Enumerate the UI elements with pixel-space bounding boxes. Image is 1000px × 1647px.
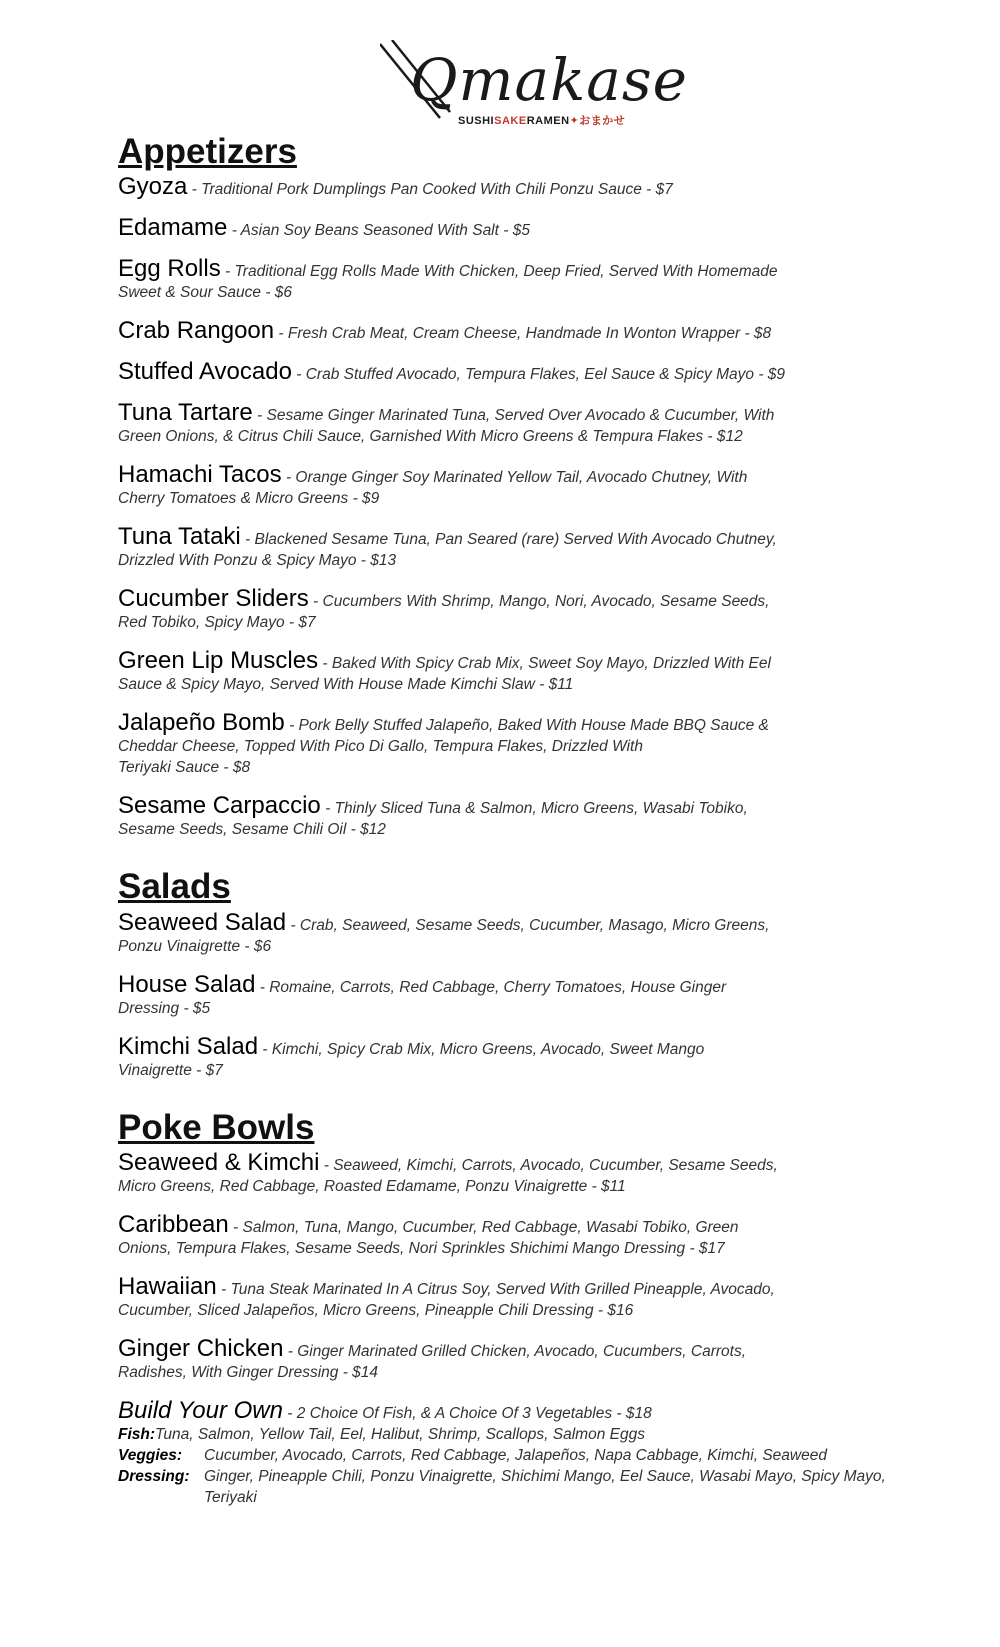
item-name: Sesame Carpaccio bbox=[118, 792, 321, 820]
item-desc: - Pork Belly Stuffed Jalapeño, Baked With House Made BBQ Sauce & bbox=[284, 717, 769, 735]
item-desc-cont: Cherry Tomatoes & Micro Greens - $9 bbox=[118, 490, 380, 508]
item-desc: - Fresh Crab Meat, Cream Cheese, Handmade In Wonton Wrapper - $8 bbox=[274, 325, 772, 343]
byo-fish-list: Tuna, Salmon, Yellow Tail, Eel, Halibut, Shrimp, Scallops, Salmon Eggs bbox=[155, 1425, 645, 1443]
menu-item bbox=[118, 317, 898, 345]
byo-dressing-row bbox=[118, 1466, 898, 1508]
menu-item bbox=[118, 173, 898, 201]
build-your-own-item bbox=[118, 1396, 898, 1508]
item-desc: - Cucumbers With Shrimp, Mango, Nori, Avocado, Sesame Seeds, bbox=[308, 593, 770, 611]
item-desc-cont: Cheddar Cheese, Topped With Pico Di Gallo, Tempura Flakes, Drizzled With bbox=[118, 738, 643, 756]
item-name: Seaweed & Kimchi bbox=[118, 1148, 320, 1176]
menu-item bbox=[118, 908, 898, 957]
item-desc: - Crab, Seaweed, Sesame Seeds, Cucumber, Masago, Micro Greens, bbox=[286, 916, 770, 934]
byo-veggies-list: Cucumber, Avocado, Carrots, Red Cabbage, Jalapeños, Napa Cabbage, Kimchi, Seaweed bbox=[204, 1446, 827, 1464]
item-desc: - Thinly Sliced Tuna & Salmon, Micro Greens, Wasabi Tobiko, bbox=[320, 800, 748, 818]
item-desc-cont: Sesame Seeds, Sesame Chili Oil - $12 bbox=[118, 821, 386, 839]
menu-item bbox=[118, 1148, 898, 1197]
item-desc: - Ginger Marinated Grilled Chicken, Avocado, Cucumbers, Carrots, bbox=[283, 1342, 747, 1360]
item-name: Egg Rolls bbox=[118, 255, 221, 283]
menu-item bbox=[118, 970, 898, 1019]
menu-item bbox=[118, 255, 898, 303]
item-name: Tuna Tataki bbox=[118, 523, 241, 551]
byo-dressing-list: Ginger, Pineapple Chili, Ponzu Vinaigrette, Shichimi Mango, Eel Sauce, Wasabi Mayo, Spicy Mayo, Teriyaki bbox=[204, 1467, 886, 1506]
menu-item bbox=[118, 461, 898, 509]
item-desc-cont: Sweet & Sour Sauce - $6 bbox=[118, 284, 293, 302]
item-name: Cucumber Sliders bbox=[118, 585, 309, 613]
byo-desc: - 2 Choice Of Fish, & A Choice Of 3 Vegetables - $18 bbox=[283, 1404, 652, 1422]
appetizers-list bbox=[118, 173, 898, 840]
menu-item bbox=[118, 1272, 898, 1321]
menu-item bbox=[118, 523, 898, 571]
item-desc-cont: Dressing - $5 bbox=[118, 999, 211, 1017]
item-desc-cont: Drizzled With Ponzu & Spicy Mayo - $13 bbox=[118, 552, 397, 570]
menu-item bbox=[118, 585, 898, 633]
byo-fish-label: Fish: bbox=[118, 1425, 156, 1443]
item-name: Green Lip Muscles bbox=[118, 647, 319, 675]
item-name: Crab Rangoon bbox=[118, 317, 275, 345]
byo-fish-row bbox=[118, 1424, 898, 1445]
item-desc: - Traditional Pork Dumplings Pan Cooked With Chili Ponzu Sauce - $7 bbox=[187, 181, 673, 199]
salads-list bbox=[118, 908, 898, 1081]
item-desc: - Kimchi, Spicy Crab Mix, Micro Greens, Avocado, Sweet Mango bbox=[258, 1040, 705, 1058]
item-desc-cont: Sauce & Spicy Mayo, Served With House Made Kimchi Slaw - $11 bbox=[118, 676, 574, 694]
item-desc-cont: Red Tobiko, Spicy Mayo - $7 bbox=[118, 614, 316, 632]
item-desc: - Crab Stuffed Avocado, Tempura Flakes, Eel Sauce & Spicy Mayo - $9 bbox=[291, 366, 786, 384]
item-desc: - Blackened Sesame Tuna, Pan Seared (rare) Served With Avocado Chutney, bbox=[240, 531, 777, 549]
menu-content bbox=[118, 132, 898, 1525]
item-desc-cont: Onions, Tempura Flakes, Sesame Seeds, Nori Sprinkles Shichimi Mango Dressing - $17 bbox=[118, 1239, 725, 1257]
item-desc-cont: Green Onions, & Citrus Chili Sauce, Garnished With Micro Greens & Tempura Flakes - $12 bbox=[118, 428, 743, 446]
menu-item bbox=[118, 1032, 898, 1081]
item-name: House Salad bbox=[118, 970, 256, 998]
menu-item bbox=[118, 647, 898, 695]
item-desc-cont: Cucumber, Sliced Jalapeños, Micro Greens, Pineapple Chili Dressing - $16 bbox=[118, 1301, 634, 1319]
menu-item bbox=[118, 358, 898, 386]
item-name: Seaweed Salad bbox=[118, 908, 287, 936]
logo-script: Qmakase bbox=[410, 46, 688, 114]
item-desc: - Traditional Egg Rolls Made With Chicken, Deep Fried, Served With Homemade bbox=[220, 263, 778, 281]
menu-item bbox=[118, 1334, 898, 1383]
section-title-appetizers: Appetizers bbox=[118, 132, 297, 171]
menu-item bbox=[118, 709, 898, 778]
item-desc: - Romaine, Carrots, Red Cabbage, Cherry Tomatoes, House Ginger bbox=[255, 978, 727, 996]
menu-item bbox=[118, 1210, 898, 1259]
byo-dressing-label: Dressing: bbox=[118, 1467, 190, 1485]
menu-item bbox=[118, 214, 898, 242]
item-desc: - Baked With Spicy Crab Mix, Sweet Soy Mayo, Drizzled With Eel bbox=[318, 655, 771, 673]
menu-item bbox=[118, 399, 898, 447]
item-name: Hawaiian bbox=[118, 1272, 217, 1300]
item-desc: - Tuna Steak Marinated In A Citrus Soy, Served With Grilled Pineapple, Avocado, bbox=[216, 1280, 775, 1298]
item-name: Edamame bbox=[118, 214, 228, 242]
item-desc: - Salmon, Tuna, Mango, Cucumber, Red Cabbage, Wasabi Tobiko, Green bbox=[228, 1218, 739, 1236]
section-title-poke-bowls: Poke Bowls bbox=[118, 1107, 315, 1147]
section-title-salads: Salads bbox=[118, 867, 231, 907]
byo-name: Build Your Own bbox=[118, 1396, 283, 1424]
item-name: Caribbean bbox=[118, 1210, 229, 1238]
item-name: Gyoza bbox=[118, 173, 188, 201]
item-desc-cont: Teriyaki Sauce - $8 bbox=[118, 759, 251, 777]
item-desc-cont: Radishes, With Ginger Dressing - $14 bbox=[118, 1363, 379, 1381]
item-name: Kimchi Salad bbox=[118, 1032, 259, 1060]
restaurant-logo bbox=[380, 40, 688, 145]
item-desc: - Sesame Ginger Marinated Tuna, Served Over Avocado & Cucumber, With bbox=[252, 407, 775, 425]
item-name: Jalapeño Bomb bbox=[118, 709, 285, 737]
item-desc: - Asian Soy Beans Seasoned With Salt - $5 bbox=[227, 222, 530, 240]
byo-veggies-row bbox=[118, 1445, 898, 1466]
item-name: Hamachi Tacos bbox=[118, 461, 282, 489]
item-desc-cont: Ponzu Vinaigrette - $6 bbox=[118, 937, 272, 955]
item-name: Stuffed Avocado bbox=[118, 358, 292, 386]
item-desc-cont: Vinaigrette - $7 bbox=[118, 1061, 223, 1079]
byo-veggies-label: Veggies: bbox=[118, 1446, 183, 1464]
item-desc-cont: Micro Greens, Red Cabbage, Roasted Edamame, Ponzu Vinaigrette - $11 bbox=[118, 1177, 626, 1195]
menu-item bbox=[118, 792, 898, 840]
item-name: Tuna Tartare bbox=[118, 399, 253, 427]
item-desc: - Orange Ginger Soy Marinated Yellow Tail, Avocado Chutney, With bbox=[281, 469, 748, 487]
item-name: Ginger Chicken bbox=[118, 1334, 284, 1362]
item-desc: - Seaweed, Kimchi, Carrots, Avocado, Cucumber, Sesame Seeds, bbox=[319, 1156, 778, 1174]
poke-bowls-list bbox=[118, 1148, 898, 1508]
logo-tagline: SUSHISAKERAMEN✦おまかせ bbox=[458, 115, 626, 127]
